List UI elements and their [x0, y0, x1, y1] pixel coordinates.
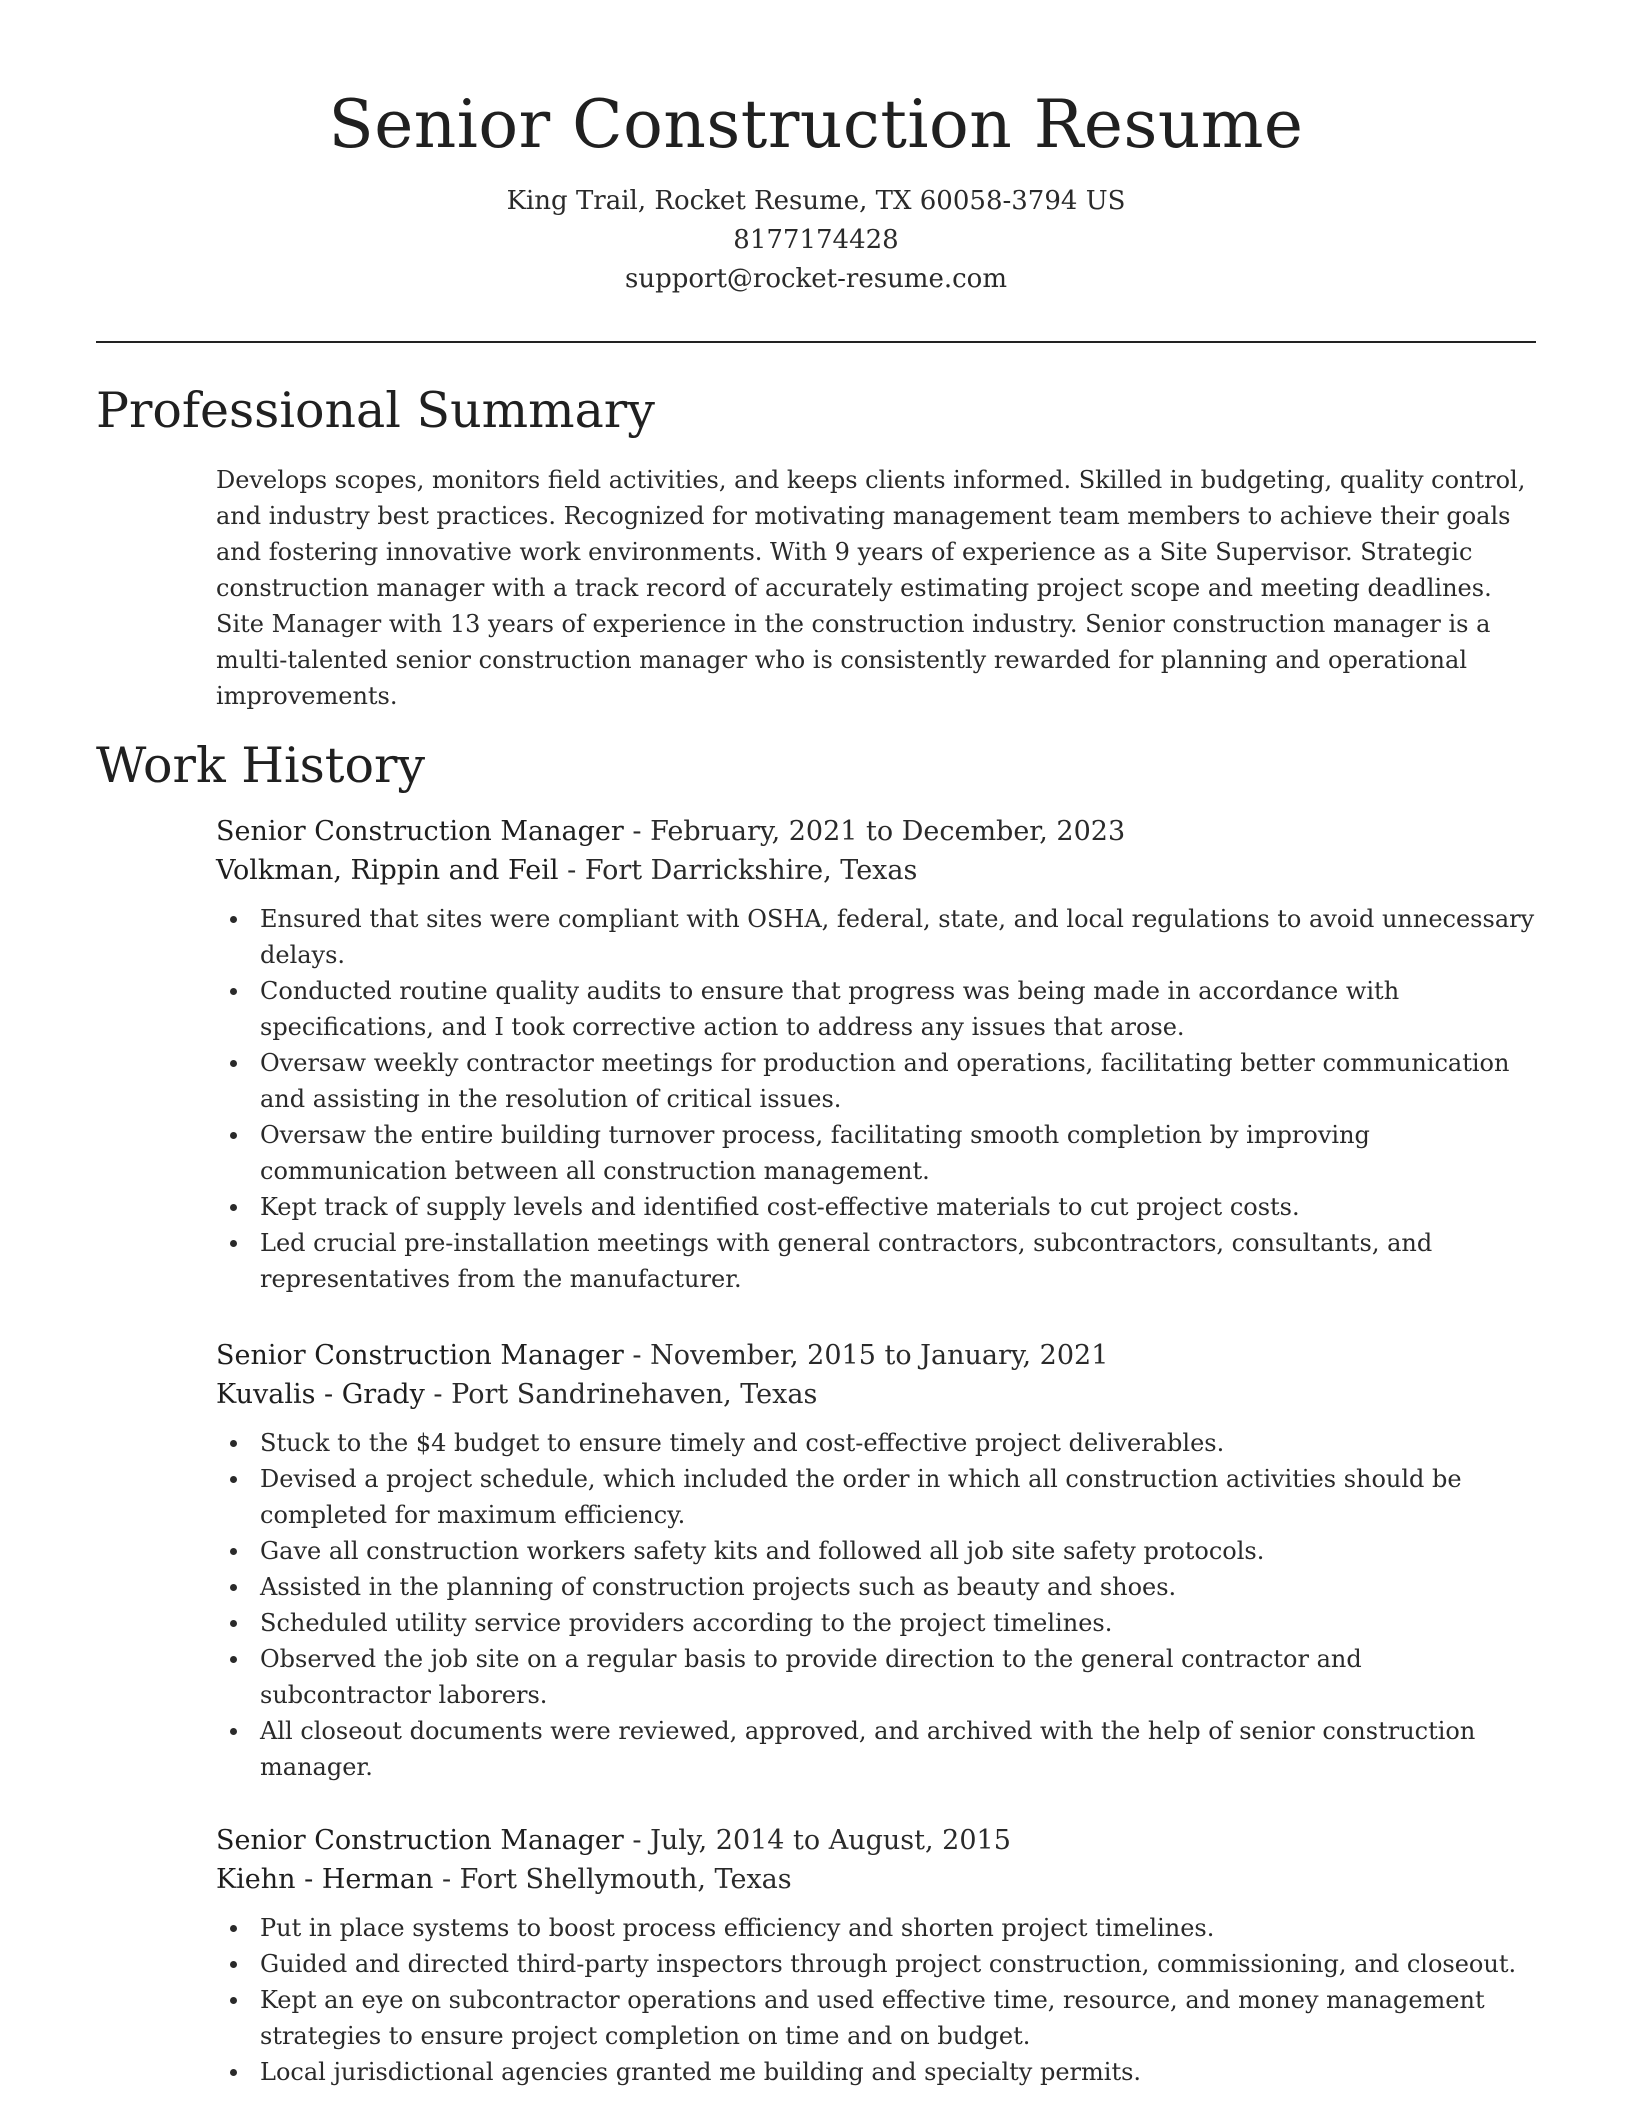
bullet-text: Led crucial pre-installation meetings with general contractors, subcontractors, consultants, and representatives from the manufacturer.	[260, 1229, 1433, 1293]
bullet-icon	[230, 1925, 237, 1932]
job-company-line	[216, 1860, 1536, 1899]
bullet-text: Assisted in the planning of construction projects such as beauty and shoes.	[260, 1573, 1177, 1601]
bullet-text: All closeout documents were reviewed, approved, and archived with the help of senior construction manager.	[260, 1717, 1476, 1781]
bullet-text: Devised a project schedule, which included the order in which all construction activities should be completed for maximum efficiency.	[260, 1465, 1462, 1529]
job-location: - Fort Shellymouth, Texas	[433, 1864, 792, 1895]
job-entry-3	[216, 1821, 1536, 2090]
list-item	[216, 1225, 1536, 1297]
bullet-text: Local jurisdictional agencies granted me building and specialty permits.	[260, 2058, 1142, 2086]
list-item	[216, 901, 1536, 973]
job-company-line	[216, 851, 1536, 890]
job-bullets	[216, 1425, 1536, 1785]
list-item	[216, 1425, 1536, 1461]
bullet-text: Put in place systems to boost process efficiency and shorten project timelines.	[260, 1914, 1215, 1942]
work-history-heading: Work History	[96, 737, 426, 794]
job-entry-1	[216, 812, 1536, 1297]
contact-email: support@rocket-resume.com	[624, 264, 1007, 294]
job-location: - Port Sandrinehaven, Texas	[424, 1379, 818, 1410]
resume-header	[96, 80, 1536, 299]
job-dates: - November, 2015 to January, 2021	[623, 1340, 1109, 1371]
list-item	[216, 1117, 1536, 1189]
bullet-icon	[230, 2069, 237, 2076]
list-item	[216, 1982, 1536, 2054]
bullet-text: Oversaw weekly contractor meetings for production and operations, facilitating better communication and assisting in the resolution of critical issues.	[260, 1049, 1510, 1113]
list-item	[216, 1569, 1536, 1605]
job-company-line	[216, 1375, 1536, 1414]
bullet-icon	[230, 1656, 237, 1663]
bullet-icon	[230, 1440, 237, 1447]
bullet-icon	[230, 1204, 237, 1211]
job-title: Senior Construction Manager	[216, 816, 624, 847]
bullet-icon	[230, 916, 237, 923]
list-item	[216, 1641, 1536, 1713]
job-title-line	[216, 1336, 1536, 1375]
bullet-icon	[230, 1240, 237, 1247]
bullet-icon	[230, 1961, 237, 1968]
job-location: - Fort Darrickshire, Texas	[558, 855, 918, 886]
job-title: Senior Construction Manager	[216, 1825, 624, 1856]
header-divider	[96, 341, 1536, 343]
list-item	[216, 1713, 1536, 1785]
bullet-icon	[230, 1728, 237, 1735]
bullet-text: Observed the job site on a regular basis to provide direction to the general contractor and subcontractor laborers.	[260, 1645, 1362, 1709]
summary-heading: Professional Summary	[96, 382, 655, 439]
list-item	[216, 1189, 1536, 1225]
job-company: Volkman, Rippin and Feil	[216, 855, 559, 886]
bullet-icon	[230, 1997, 237, 2004]
bullet-icon	[230, 1060, 237, 1067]
job-bullets	[216, 901, 1536, 1297]
list-item	[216, 1910, 1536, 1946]
list-item	[216, 973, 1536, 1045]
bullet-text: Kept an eye on subcontractor operations and used effective time, resource, and money management strategies to ensure project completion on time and on budget.	[260, 1986, 1485, 2050]
job-company: Kiehn - Herman	[216, 1864, 434, 1895]
list-item	[216, 1605, 1536, 1641]
list-item	[216, 1045, 1536, 1117]
contact-address: King Trail, Rocket Resume, TX 60058-3794 US	[506, 186, 1126, 216]
bullet-icon	[230, 1620, 237, 1627]
bullet-icon	[230, 1476, 237, 1483]
summary-text: Develops scopes, monitors field activities, and keeps clients informed. Skilled in budgeting, quality control, and industry best practices. Recognized for motivating management team members to achieve their goals and fostering innovative work environments. With 9 years of experience as a Site Supervisor. Strategic construction manager with a track record of accurately estimating project scope and meeting deadlines. Site Manager with 13 years of experience in the construction industry. Senior construction manager is a multi-talented senior construction manager who is consistently rewarded for planning and operational improvements.	[216, 466, 1526, 710]
job-title: Senior Construction Manager	[216, 1340, 624, 1371]
job-title-line	[216, 812, 1536, 851]
resume-name: Senior Construction Resume	[328, 86, 1304, 163]
job-entry-2	[216, 1336, 1536, 1785]
bullet-icon	[230, 988, 237, 995]
list-item	[216, 1533, 1536, 1569]
bullet-text: Scheduled utility service providers according to the project timelines.	[260, 1609, 1113, 1637]
bullet-text: Ensured that sites were compliant with OSHA, federal, state, and local regulations to avoid unnecessary delays.	[260, 905, 1535, 969]
bullet-text: Stuck to the $4 budget to ensure timely and cost-effective project deliverables.	[260, 1429, 1225, 1457]
bullet-text: Gave all construction workers safety kits and followed all job site safety protocols.	[260, 1537, 1265, 1565]
job-company: Kuvalis - Grady	[216, 1379, 425, 1410]
bullet-text: Oversaw the entire building turnover process, facilitating smooth completion by improving communication between all construction management.	[260, 1121, 1370, 1185]
list-item	[216, 1946, 1536, 1982]
job-bullets	[216, 1910, 1536, 2090]
bullet-icon	[230, 1132, 237, 1139]
job-dates: - February, 2021 to December, 2023	[623, 816, 1126, 847]
bullet-text: Conducted routine quality audits to ensure that progress was being made in accordance with specifications, and I took corrective action to address any issues that arose.	[260, 977, 1400, 1041]
contact-phone: 8177174428	[733, 225, 899, 255]
list-item	[216, 1461, 1536, 1533]
list-item	[216, 2054, 1536, 2090]
job-dates: - July, 2014 to August, 2015	[623, 1825, 1011, 1856]
job-title-line	[216, 1821, 1536, 1860]
bullet-icon	[230, 1548, 237, 1555]
bullet-text: Kept track of supply levels and identified cost-effective materials to cut project costs.	[260, 1193, 1300, 1221]
bullet-text: Guided and directed third-party inspectors through project construction, commissioning, and closeout.	[260, 1950, 1517, 1978]
bullet-icon	[230, 1584, 237, 1591]
